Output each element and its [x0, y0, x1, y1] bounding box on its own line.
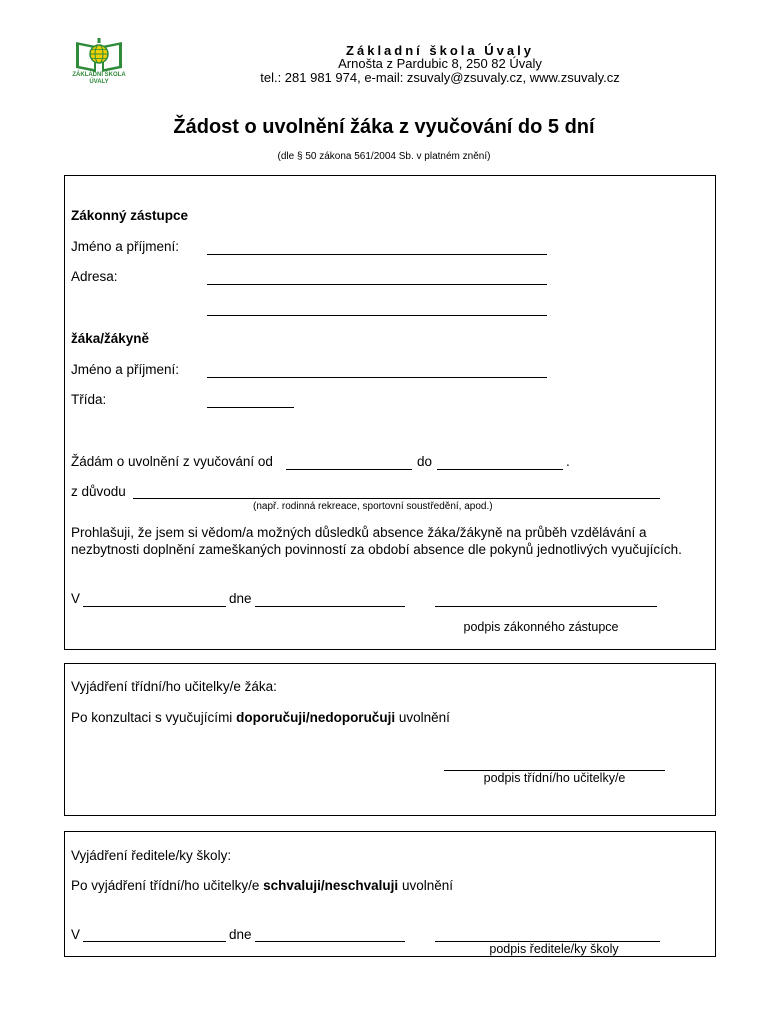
page-subtitle: (dle § 50 zákona 561/2004 Sb. v platném znění): [277, 151, 491, 162]
place-field[interactable]: [83, 606, 226, 607]
school-logo: [72, 34, 126, 90]
principal-date-label: dne: [229, 927, 252, 942]
principal-text-before: Po vyjádření třídní/ho učitelky/e: [71, 878, 260, 893]
principal-text-after: uvolnění: [401, 878, 453, 893]
teacher-heading: Vyjádření třídní/ho učitelky/e žáka:: [71, 679, 277, 694]
school-name: Základní škola Úvaly: [346, 43, 534, 58]
class-field[interactable]: [207, 407, 294, 408]
date-field[interactable]: [255, 606, 405, 607]
guardian-heading: Zákonný zástupce: [71, 208, 189, 223]
date-to-field[interactable]: [437, 469, 563, 470]
teacher-recommendation-choice[interactable]: doporučuji/nedoporučuji: [236, 710, 396, 725]
guardian-name-label: Jméno a příjmení:: [71, 239, 180, 254]
reason-label: z důvodu: [71, 484, 126, 499]
principal-statement: [71, 878, 453, 893]
pupil-heading: žáka/žákyně: [71, 331, 150, 346]
page-title: Žádost o uvolnění žáka z vyučování do 5 dní: [173, 116, 595, 138]
request-section: [64, 175, 716, 650]
date-from-field[interactable]: [286, 469, 412, 470]
pupil-name-label: Jméno a příjmení:: [71, 362, 180, 377]
principal-place-field[interactable]: [83, 941, 226, 942]
guardian-address-field-2[interactable]: [207, 315, 547, 316]
principal-signature-caption: podpis ředitele/ky školy: [489, 942, 619, 956]
guardian-address-field-1[interactable]: [207, 284, 547, 285]
request-text-end: .: [566, 454, 570, 469]
pupil-name-field[interactable]: [207, 377, 547, 378]
principal-date-field[interactable]: [255, 941, 405, 942]
class-label: Třída:: [71, 392, 107, 407]
guardian-name-field[interactable]: [207, 254, 547, 255]
reason-hint: (např. rodinná rekreace, sportovní soustředění, apod.): [253, 501, 493, 512]
school-address: Arnošta z Pardubic 8, 250 82 Úvaly: [338, 56, 542, 71]
guardian-address-label: Adresa:: [71, 269, 118, 284]
principal-section: [64, 831, 716, 957]
teacher-section: [64, 663, 716, 816]
teacher-text-before: Po konzultaci s vyučujícími: [71, 710, 233, 725]
logo-text-line2: ÚVALY: [89, 79, 109, 85]
teacher-text-after: uvolnění: [398, 710, 450, 725]
place-label: V: [71, 591, 81, 606]
teacher-statement: [71, 710, 450, 725]
reason-field[interactable]: [133, 498, 660, 499]
date-label: dne: [229, 591, 252, 606]
principal-place-label: V: [71, 927, 81, 942]
school-contact: tel.: 281 981 974, e-mail: zsuvaly@zsuvaly.cz, www.zsuvaly.cz: [260, 70, 620, 85]
guardian-signature-field[interactable]: [435, 606, 657, 607]
teacher-signature-caption: podpis třídní/ho učitelky/e: [483, 771, 626, 785]
guardian-signature-caption: podpis zákonného zástupce: [463, 620, 619, 634]
principal-approval-choice[interactable]: schvaluji/neschvaluji: [263, 878, 399, 893]
principal-heading: Vyjádření ředitele/ky školy:: [71, 848, 232, 863]
request-text-from: Žádám o uvolnění z vyučování od: [71, 454, 273, 469]
logo-text-line1: ZÁKLADNÍ ŠKOLA: [72, 72, 126, 78]
declaration-text: Prohlašuji, že jsem si vědom/a možných důsledků absence žáka/žákyně na průběh vzdělávání a nezbytnosti doplnění zameškaných povinností za období absence dle pokynů jednotlivých vyučujících.: [71, 525, 682, 557]
request-text-to: do: [417, 454, 433, 469]
